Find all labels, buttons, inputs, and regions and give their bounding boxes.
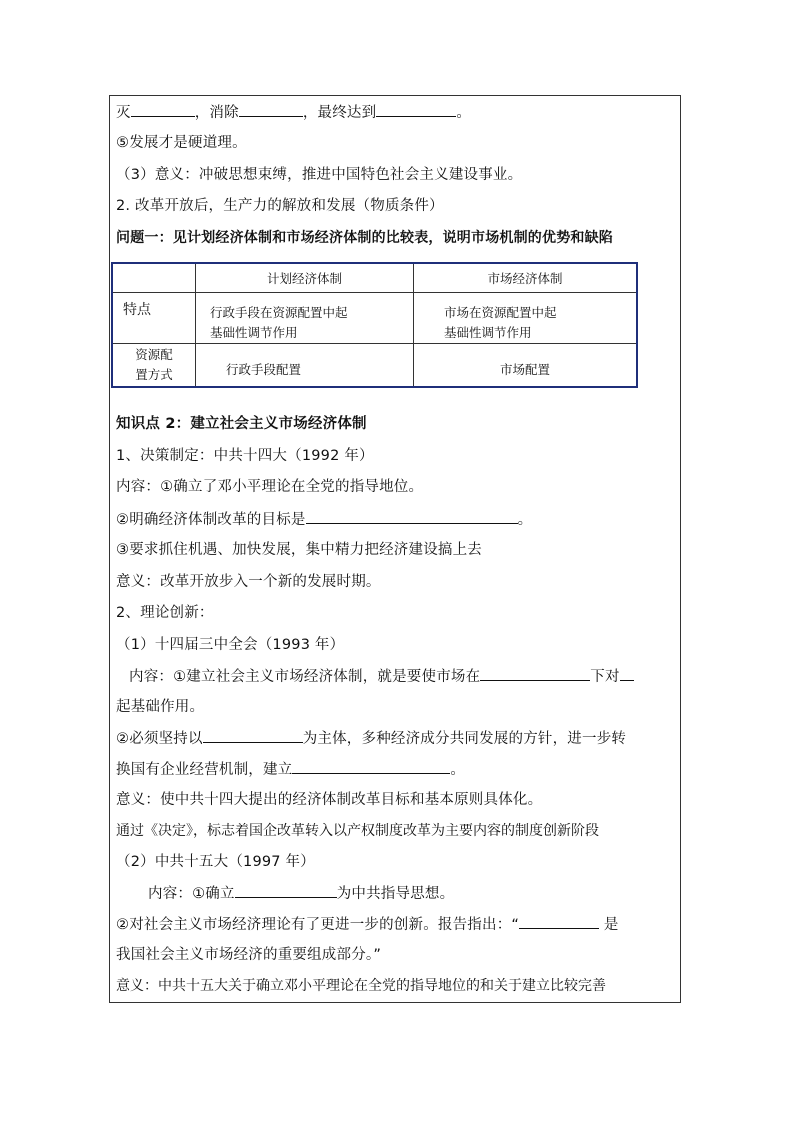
text: ，消除 xyxy=(194,105,239,121)
table-row xyxy=(112,292,637,343)
text-line-4: 2. 改革开放后，生产力的解放和发展（物质条件） xyxy=(116,198,444,214)
text: 。 xyxy=(450,762,466,778)
question-one: 问题一：见计划经济体制和市场经济体制的比较表，说明市场机制的优势和缺陷 xyxy=(116,230,613,246)
text: 内容：①建立社会主义市场经济体制，就是要使市场在 xyxy=(129,669,481,685)
text-line-2: ⑤发展才是硬道理。 xyxy=(116,135,247,151)
text: ，最终达到 xyxy=(302,105,377,121)
text: 为中共指导思想。 xyxy=(336,886,455,902)
answer-blank xyxy=(239,102,303,117)
table-row xyxy=(112,343,637,387)
text-line-24: 意义：中共十五大关于确立邓小平理论在全党的指导地位的和关于建立比较完善 xyxy=(116,978,606,994)
cell-text: 基础性调节作用 xyxy=(210,324,298,340)
text-line-11: 意义：改革开放步入一个新的发展时期。 xyxy=(116,574,381,590)
text: 。 xyxy=(456,105,472,121)
table-header-plan: 计划经济体制 xyxy=(196,263,414,292)
table-cell xyxy=(196,343,414,387)
table-cell xyxy=(196,292,414,343)
answer-blank xyxy=(480,666,590,681)
text-line-20: （2）中共十五大（1997 年） xyxy=(116,854,315,870)
table-header-market: 市场经济体制 xyxy=(414,263,638,292)
text-line-13: （1）十四届三中全会（1993 年） xyxy=(116,637,345,653)
answer-blank xyxy=(292,759,450,774)
answer-blank xyxy=(235,883,337,898)
table-cell xyxy=(414,292,638,343)
cell-text: 市场配置 xyxy=(499,361,550,377)
answer-blank xyxy=(306,509,518,524)
text-line-12: 2、理论创新： xyxy=(116,605,214,621)
text: 下对 xyxy=(590,669,620,685)
text: 是 xyxy=(599,917,619,933)
table-header-row xyxy=(112,263,637,292)
comparison-table xyxy=(111,262,638,388)
text: 内容：①确立 xyxy=(148,886,235,902)
row-label: 资源配 xyxy=(135,346,173,362)
text-line-10: ③要求抓住机遇、加快发展，集中精力把经济建设搞上去 xyxy=(116,542,482,558)
answer-blank xyxy=(203,728,303,743)
row-label-features: 特点 xyxy=(123,301,151,318)
cell-text: 行政手段在资源配置中起 xyxy=(210,304,348,320)
text-line-15: 起基础作用。 xyxy=(116,699,205,715)
text: ②明确经济体制改革的目标是 xyxy=(116,512,306,528)
section-heading: 知识点 2：建立社会主义市场经济体制 xyxy=(116,416,367,432)
row-label: 置方式 xyxy=(135,366,173,382)
text-line-17 xyxy=(116,759,465,780)
text-line-7: 1、决策制定：中共十四大（1992 年） xyxy=(116,448,374,464)
text: 灭 xyxy=(116,105,131,121)
text: ②对社会主义市场经济理论有了更进一步的创新。报告指出：“ xyxy=(116,917,520,933)
text-line-22 xyxy=(116,914,619,935)
cell-text: 市场在资源配置中起 xyxy=(444,304,557,320)
text-line-9 xyxy=(116,509,532,530)
text-line-19: 通过《决定》，标志着国企改革转入以产权制度改革为主要内容的制度创新阶段 xyxy=(116,823,599,839)
text-line-16 xyxy=(116,728,626,749)
text-line-1 xyxy=(116,102,471,123)
table-cell xyxy=(414,343,638,387)
text: 为主体，多种经济成分共同发展的方针，进一步转 xyxy=(302,731,627,747)
text-line-23: 我国社会主义市场经济的重要组成部分。” xyxy=(116,947,382,963)
text: 。 xyxy=(517,512,533,528)
table-header-cell xyxy=(112,263,196,292)
table-cell xyxy=(112,343,196,387)
cell-text: 行政手段配置 xyxy=(226,361,302,377)
table-cell xyxy=(112,292,196,343)
text-line-14 xyxy=(129,666,634,687)
answer-blank xyxy=(376,102,456,117)
text-line-21 xyxy=(148,883,454,904)
text: ②必须坚持以 xyxy=(116,731,203,747)
text: 换国有企业经营机制，建立 xyxy=(116,762,293,778)
text-line-18: 意义：使中共十四大提出的经济体制改革目标和基本原则具体化。 xyxy=(116,792,543,808)
answer-blank xyxy=(131,102,195,117)
answer-blank xyxy=(620,666,634,681)
answer-blank xyxy=(519,914,599,929)
text-line-8: 内容：①确立了邓小平理论在全党的指导地位。 xyxy=(116,479,424,495)
cell-text: 基础性调节作用 xyxy=(444,324,532,340)
text-line-3: （3）意义：冲破思想束缚，推进中国特色社会主义建设事业。 xyxy=(116,167,523,183)
